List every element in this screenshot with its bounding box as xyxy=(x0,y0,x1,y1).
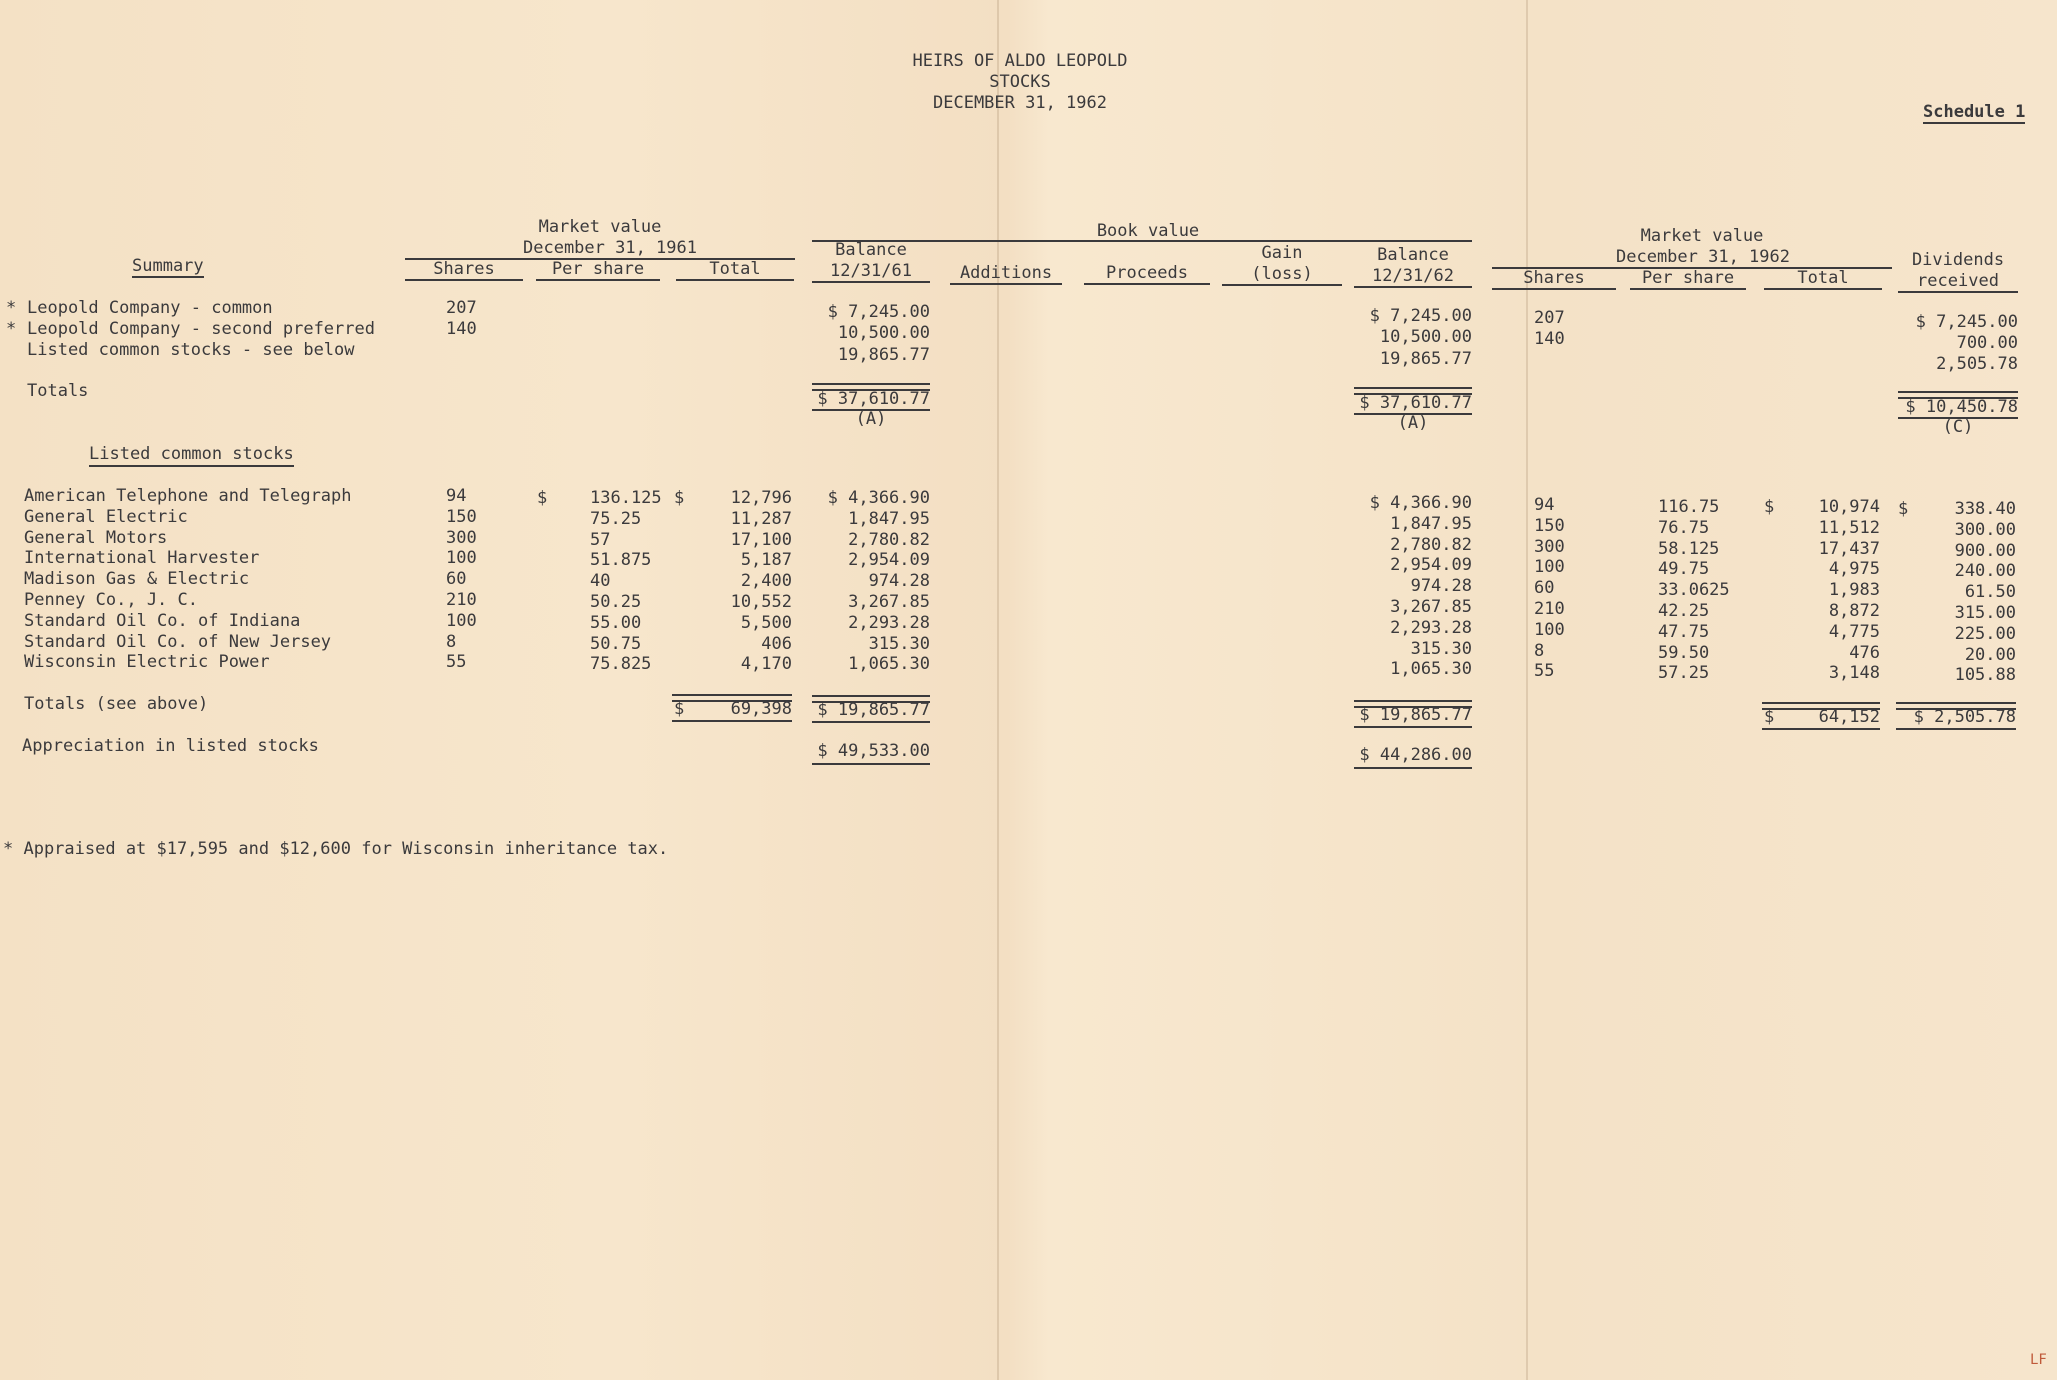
listed-balance61: 974.28 xyxy=(868,571,930,592)
shares61-header: Shares xyxy=(405,259,523,281)
listed-total62: 11,512 xyxy=(1818,517,1880,538)
listed-dividends: 240.00 xyxy=(1954,561,2016,582)
listed-balance61: 1,847.95 xyxy=(848,508,930,529)
listed-total62: 4,975 xyxy=(1828,559,1880,580)
listed-dividends: 315.00 xyxy=(1954,603,2016,623)
listed-balance61: 2,780.82 xyxy=(848,529,930,550)
listed-balance61: 3,267.85 xyxy=(848,592,930,612)
listed-per-share62: 33.0625 xyxy=(1658,580,1730,601)
document-subtitle: STOCKS xyxy=(989,72,1051,92)
balance61-header-line2: 12/31/61 xyxy=(812,261,930,283)
balance61-header-line1: Balance xyxy=(835,240,907,260)
listed-dividends: 61.50 xyxy=(1964,582,2016,603)
listed-dividends-underline xyxy=(1896,728,2016,730)
summary-header: Summary xyxy=(132,256,204,276)
listed-heading: Listed common stocks xyxy=(89,444,294,467)
listed-balance62: 1,065.30 xyxy=(1390,659,1472,680)
listed-balance62: 2,293.28 xyxy=(1390,617,1472,638)
listed-dividends: 225.00 xyxy=(1954,623,2016,644)
listed-total62: 8,872 xyxy=(1828,601,1880,621)
listed-per-share62: 42.25 xyxy=(1658,601,1710,621)
proceeds-header: Proceeds xyxy=(1084,263,1210,285)
listed-dividends: 300.00 xyxy=(1954,519,2016,540)
listed-total61: 2,400 xyxy=(740,571,792,592)
summary-balance61: $ 7,245.00 xyxy=(827,302,930,322)
listed-per-share61: 75.825 xyxy=(590,654,652,675)
listed-shares61: 210 xyxy=(446,590,477,610)
summary-row-label: Leopold Company - common xyxy=(27,298,273,318)
listed-total61: 5,500 xyxy=(740,612,792,633)
listed-stock-name: Standard Oil Co. of Indiana xyxy=(24,610,301,631)
listed-stock-name: Wisconsin Electric Power xyxy=(24,652,270,673)
listed-balance61-underline xyxy=(812,721,930,723)
listed-per-share62: 116.75 xyxy=(1658,497,1720,517)
dollar-sign: $ xyxy=(1898,499,1909,519)
summary-row-label: Listed common stocks - see below xyxy=(27,340,355,360)
gain-header-line1: Gain xyxy=(1261,243,1303,263)
listed-per-share61: 40 xyxy=(590,571,611,592)
listed-total61: 4,170 xyxy=(740,654,792,675)
summary-star-2: * xyxy=(6,319,17,339)
listed-total62: 17,437 xyxy=(1818,538,1880,559)
book-value-header: Book value xyxy=(1096,221,1200,241)
listed-per-share62: 76.75 xyxy=(1658,517,1710,538)
listed-total61: 406 xyxy=(761,633,792,654)
dividends-header-line1: Dividends xyxy=(1911,250,2005,270)
document-title: HEIRS OF ALDO LEOPOLD xyxy=(912,51,1128,71)
total62-header: Total xyxy=(1764,268,1882,290)
listed-stock-name: Madison Gas & Electric xyxy=(24,569,250,590)
listed-per-share61: 136.125 xyxy=(590,488,662,508)
listed-shares61: 300 xyxy=(446,527,477,548)
listed-totals-total61: 69,398 xyxy=(730,699,792,719)
listed-total62: 10,974 xyxy=(1818,497,1880,517)
summary-dividends: 2,505.78 xyxy=(1936,354,2018,374)
summary-total-balance62: $ 37,610.77 xyxy=(1359,393,1472,413)
listed-dividends: 900.00 xyxy=(1954,540,2016,561)
listed-stock-name: Standard Oil Co. of New Jersey xyxy=(24,631,332,652)
listed-shares61: 94 xyxy=(446,486,467,506)
footnote: * Appraised at $17,595 and $12,600 for Wisconsin inheritance tax. xyxy=(3,839,669,859)
listed-total61: 11,287 xyxy=(730,508,792,529)
summary-star-1: * xyxy=(6,298,17,318)
summary-balance61: 10,500.00 xyxy=(837,323,930,343)
listed-balance61: $ 4,366.90 xyxy=(827,488,930,508)
per-share61-header: Per share xyxy=(536,259,660,281)
listed-balance62: 315.30 xyxy=(1410,638,1472,659)
listed-balance61: 2,293.28 xyxy=(848,612,930,633)
appreciation-61-rule xyxy=(812,763,930,765)
listed-stock-name: American Telephone and Telegraph xyxy=(24,486,352,506)
summary-balance62: $ 7,245.00 xyxy=(1369,306,1472,326)
listed-shares61: 60 xyxy=(446,569,467,590)
summary-shares62: 207 xyxy=(1534,308,1565,328)
listed-per-share62: 58.125 xyxy=(1658,538,1720,559)
listed-shares61: 100 xyxy=(446,610,477,631)
summary-shares62: 140 xyxy=(1534,329,1565,349)
listed-per-share61: 55.00 xyxy=(590,612,642,633)
summary-balance62: 19,865.77 xyxy=(1379,349,1472,369)
listed-total62: 4,775 xyxy=(1828,621,1880,642)
listed-total61: 10,552 xyxy=(730,592,792,612)
summary-shares61: 140 xyxy=(446,319,477,339)
listed-shares62: 60 xyxy=(1534,578,1555,599)
summary-total-dividends: $ 10,450.78 xyxy=(1905,397,2018,417)
corner-mark: LF xyxy=(2030,1352,2047,1368)
listed-balance62: 1,847.95 xyxy=(1390,513,1472,534)
summary-total-balance61: $ 37,610.77 xyxy=(817,389,930,409)
fold-line xyxy=(997,0,999,1380)
listed-dividends: 338.40 xyxy=(1954,499,2016,519)
listed-total62-underline xyxy=(1762,728,1880,730)
summary-totals-label: Totals xyxy=(27,381,89,401)
listed-total61: 17,100 xyxy=(730,529,792,550)
appreciation-61: $ 49,533.00 xyxy=(817,741,930,761)
summary-balance62: 10,500.00 xyxy=(1379,327,1472,347)
listed-totals-balance62: $ 19,865.77 xyxy=(1359,705,1472,725)
listed-balance62: 2,954.09 xyxy=(1390,555,1472,576)
gain-header-line2: (loss) xyxy=(1222,264,1342,286)
listed-per-share62: 59.50 xyxy=(1658,642,1710,663)
summary-shares61: 207 xyxy=(446,298,477,318)
balance62-header-line2: 12/31/62 xyxy=(1354,266,1472,288)
summary-balance61: 19,865.77 xyxy=(837,345,930,365)
listed-balance61: 315.30 xyxy=(868,633,930,654)
listed-total61-underline xyxy=(672,720,792,722)
dollar-sign: $ xyxy=(537,488,548,508)
dollar-sign: $ xyxy=(674,699,685,719)
summary-dividends: $ 7,245.00 xyxy=(1915,312,2018,332)
listed-stock-name: Penney Co., J. C. xyxy=(24,590,198,610)
mv61-header-line2: December 31, 1961 xyxy=(523,238,697,258)
listed-per-share61: 50.25 xyxy=(590,592,642,612)
dividends-header-line2: received xyxy=(1898,271,2018,293)
listed-balance62: 3,267.85 xyxy=(1390,597,1472,617)
listed-shares62: 210 xyxy=(1534,599,1565,619)
listed-per-share62: 47.75 xyxy=(1658,621,1710,642)
listed-totals-dividends: $ 2,505.78 xyxy=(1913,707,2016,727)
mv62-header-line1: Market value xyxy=(1640,226,1764,246)
listed-balance62-underline xyxy=(1354,726,1472,728)
listed-shares61: 150 xyxy=(446,506,477,527)
listed-shares62: 300 xyxy=(1534,536,1565,557)
appreciation-62: $ 44,286.00 xyxy=(1359,745,1472,765)
listed-per-share61: 51.875 xyxy=(590,550,652,571)
listed-per-share61: 75.25 xyxy=(590,508,642,529)
listed-total62: 476 xyxy=(1849,642,1880,663)
summary-row-label: Leopold Company - second preferred xyxy=(27,319,375,339)
listed-stock-name: International Harvester xyxy=(24,548,260,569)
schedule-label: Schedule 1 xyxy=(1923,102,2026,122)
dollar-sign: $ xyxy=(674,488,685,508)
listed-shares62: 94 xyxy=(1534,495,1555,515)
listed-per-share61: 57 xyxy=(590,529,611,550)
listed-shares62: 8 xyxy=(1534,640,1545,661)
summary-balance61-note: (A) xyxy=(855,409,887,429)
mv61-header-line1: Market value xyxy=(538,217,662,237)
listed-shares61: 100 xyxy=(446,548,477,569)
listed-shares62: 100 xyxy=(1534,557,1565,578)
additions-header: Additions xyxy=(950,263,1062,285)
document-date: DECEMBER 31, 1962 xyxy=(933,93,1107,113)
listed-shares62: 150 xyxy=(1534,515,1565,536)
listed-dividends: 105.88 xyxy=(1954,665,2016,686)
listed-per-share62: 49.75 xyxy=(1658,559,1710,580)
listed-total62: 3,148 xyxy=(1828,663,1880,684)
mv62-header-line2: December 31, 1962 xyxy=(1616,247,1790,267)
listed-balance62: 2,780.82 xyxy=(1390,534,1472,555)
dollar-sign: $ xyxy=(1764,707,1775,727)
listed-stock-name: General Electric xyxy=(24,506,188,527)
summary-dividends-note: (C) xyxy=(1942,417,1974,437)
listed-balance62: $ 4,366.90 xyxy=(1369,493,1472,513)
listed-shares61: 55 xyxy=(446,652,467,673)
listed-totals-total62: 64,152 xyxy=(1818,707,1880,727)
summary-balance62-note: (A) xyxy=(1397,413,1429,433)
summary-dividends: 700.00 xyxy=(1956,333,2018,353)
listed-total61: 5,187 xyxy=(740,550,792,571)
balance62-header-line1: Balance xyxy=(1377,245,1449,265)
total61-header: Total xyxy=(676,259,794,281)
listed-total62: 1,983 xyxy=(1828,580,1880,601)
listed-balance62: 974.28 xyxy=(1410,576,1472,597)
listed-shares62: 100 xyxy=(1534,619,1565,640)
listed-shares61: 8 xyxy=(446,631,457,652)
appreciation-62-rule xyxy=(1354,767,1472,769)
listed-totals-balance61: $ 19,865.77 xyxy=(817,700,930,720)
listed-per-share62: 57.25 xyxy=(1658,663,1710,684)
appreciation-label: Appreciation in listed stocks xyxy=(22,736,319,756)
fold-line xyxy=(1526,0,1528,1380)
listed-shares62: 55 xyxy=(1534,661,1555,682)
per-share62-header: Per share xyxy=(1630,268,1746,290)
listed-dividends: 20.00 xyxy=(1964,644,2016,665)
listed-totals-label: Totals (see above) xyxy=(24,694,209,714)
dollar-sign: $ xyxy=(1764,497,1775,517)
listed-total61: 12,796 xyxy=(730,488,792,508)
listed-balance61: 2,954.09 xyxy=(848,550,930,571)
listed-stock-name: General Motors xyxy=(24,527,168,548)
listed-per-share61: 50.75 xyxy=(590,633,642,654)
shares62-header: Shares xyxy=(1492,268,1616,290)
listed-balance61: 1,065.30 xyxy=(848,654,930,675)
